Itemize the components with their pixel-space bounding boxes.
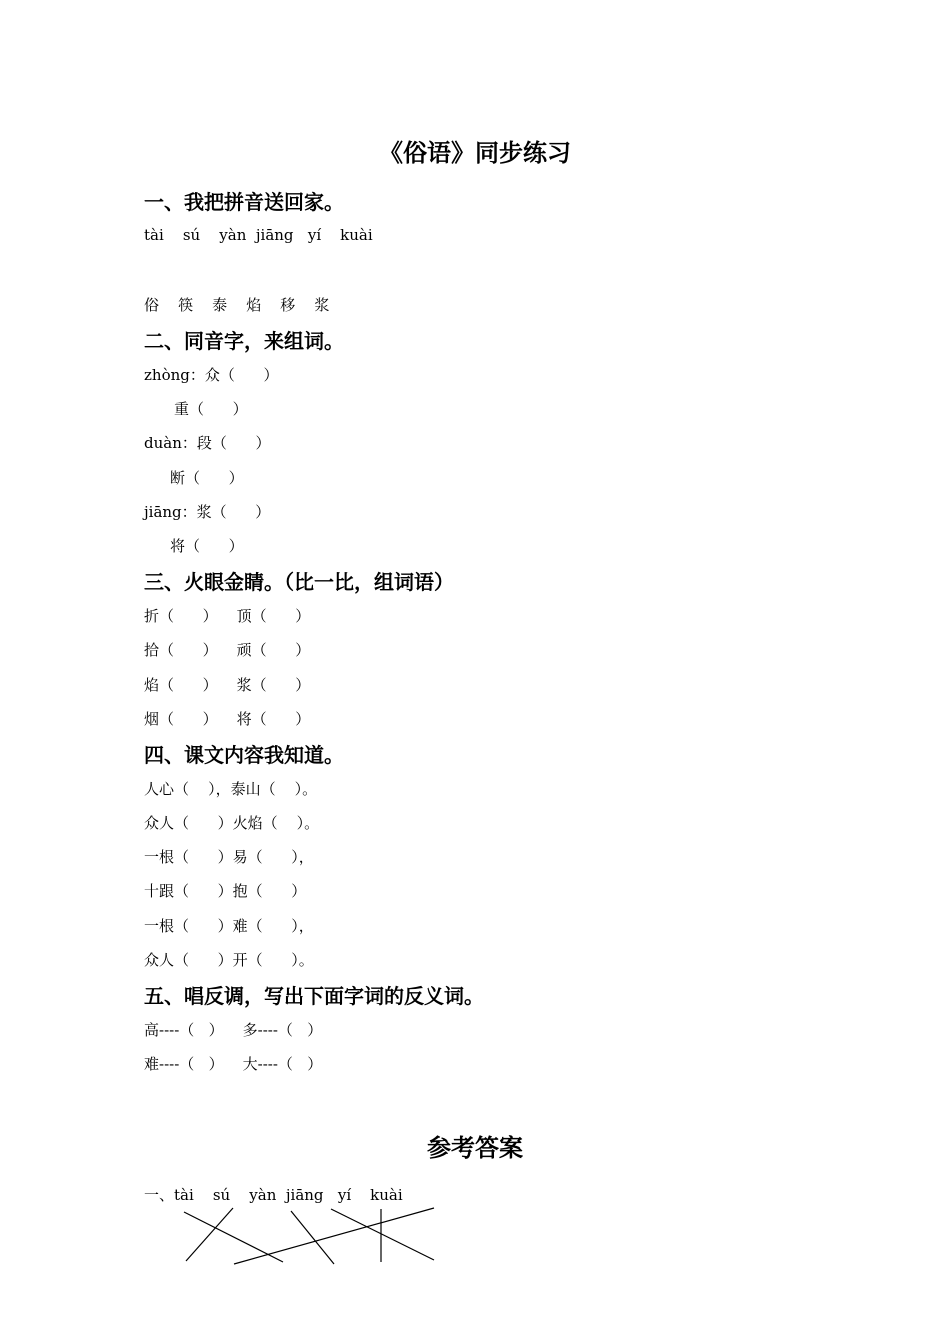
- matching-line: [234, 1208, 434, 1264]
- section-3-line: 焰（ ） 浆（ ）: [144, 676, 311, 694]
- section-4-line: 一根（ ）难（ ），: [144, 917, 314, 935]
- section-2-line: duàn：段（ ）: [144, 434, 271, 452]
- section-2-line: 断（ ）: [170, 469, 244, 487]
- section-2-line: 重（ ）: [174, 400, 248, 418]
- page-title: 《俗语》同步练习: [379, 139, 571, 167]
- section-4-line: 众人（ ）火焰（ ）。: [144, 814, 320, 832]
- section-3-line: 烟（ ） 将（ ）: [144, 710, 311, 728]
- section-3-heading: 三、火眼金睛。（比一比，组词语）: [144, 570, 454, 594]
- matching-line: [331, 1209, 434, 1260]
- section-5-line: 难----（ ） 大----（ ）: [144, 1055, 323, 1073]
- section-4-heading: 四、课文内容我知道。: [144, 743, 344, 767]
- section-1-chars: 俗 筷 泰 焰 移 浆: [144, 296, 330, 314]
- answers-title: 参考答案: [427, 1134, 523, 1162]
- section-3-line: 折（ ） 顶（ ）: [144, 607, 311, 625]
- section-5-line: 高----（ ） 多----（ ）: [144, 1021, 323, 1039]
- section-1-heading: 一、我把拼音送回家。: [144, 190, 344, 214]
- section-1-pinyin: tài sú yàn jiāng yí kuài: [144, 226, 373, 244]
- section-5-heading: 五、唱反调，写出下面字词的反义词。: [144, 984, 484, 1008]
- section-2-heading: 二、同音字，来组词。: [144, 329, 344, 353]
- section-3-line: 拾（ ） 顽（ ）: [144, 641, 311, 659]
- section-4-line: 十跟（ ）抱（ ）: [144, 882, 307, 900]
- section-4-line: 众人（ ）开（ ）。: [144, 951, 314, 969]
- section-2-line: 将（ ）: [170, 537, 244, 555]
- section-2-line: jiāng：浆（ ）: [144, 503, 271, 521]
- section-2-line: zhòng：众（ ）: [144, 366, 279, 384]
- section-4-line: 人心（ ），泰山（ ）。: [144, 780, 318, 798]
- answers-line-1: 一、tài sú yàn jiāng yí kuài: [144, 1186, 403, 1204]
- section-4-line: 一根（ ）易（ ），: [144, 848, 314, 866]
